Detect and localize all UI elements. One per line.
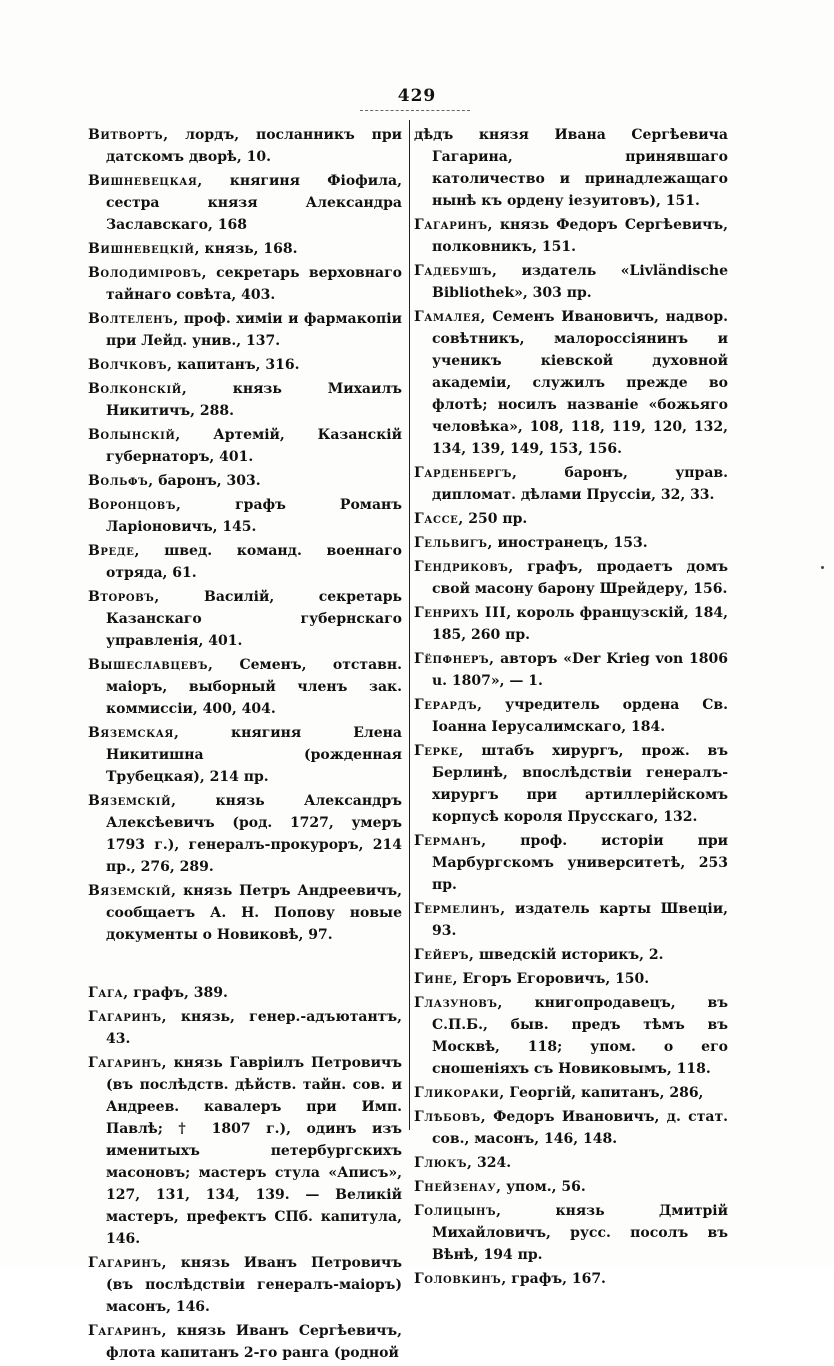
entry-headword: Гендриковъ, [414, 559, 514, 575]
index-entry [414, 556, 728, 600]
index-entry [414, 898, 728, 942]
index-entry [88, 424, 402, 468]
index-entry [88, 124, 402, 168]
entry-headword: Вишневецкій, [88, 241, 201, 257]
right-column [414, 124, 728, 1292]
index-entry [414, 944, 728, 966]
entry-headword: Герке, [414, 743, 465, 759]
entry-headword: Вольфъ, [88, 473, 154, 489]
index-entry [88, 494, 402, 538]
index-entry [414, 992, 728, 1080]
entry-headword: Гассе, [414, 511, 464, 527]
index-entry [414, 1176, 728, 1198]
entry-text: швед. команд. военнаго отряда, 61. [106, 543, 402, 581]
index-entry [414, 694, 728, 738]
index-entry [88, 1320, 402, 1364]
index-entry [88, 982, 402, 1004]
entry-headword: Вреде, [88, 543, 140, 559]
entry-headword: Гагаринъ, [88, 1323, 168, 1339]
entry-headword: Вяземскій, [88, 883, 177, 899]
entry-headword: Волынскій, [88, 427, 181, 443]
entry-text: лордъ, посланникъ при датскомъ дворѣ, 10. [106, 127, 403, 165]
index-entry [414, 532, 728, 554]
entry-text: иностранецъ, 153. [497, 535, 648, 551]
index-entry [414, 306, 728, 460]
entry-text: упом., 56. [506, 1179, 586, 1195]
index-entry [414, 602, 728, 646]
index-entry [88, 470, 402, 492]
index-entry [88, 880, 402, 946]
entry-text: Артемій, Казанскій губернаторъ, 401. [106, 427, 402, 465]
entry-text: княгиня Фіофила, сестра князя Александра Заславскаго, 168 [106, 173, 402, 233]
entry-headword: Гликораки, [414, 1085, 505, 1101]
entry-headword: Гагаринъ, [414, 217, 494, 233]
entry-headword: Гине, [414, 971, 459, 987]
entry-headword: Германъ, [414, 833, 487, 849]
entry-headword: Гамалея, [414, 309, 486, 325]
margin-speck [821, 566, 824, 569]
left-column [88, 124, 402, 1366]
index-entry-continued [414, 124, 728, 212]
entry-headword: Глѣбовъ, [414, 1109, 487, 1125]
index-entry [414, 1152, 728, 1174]
index-entry [414, 508, 728, 530]
index-entry [414, 648, 728, 692]
index-entry [414, 214, 728, 258]
entry-headword: Глюкъ, [414, 1155, 473, 1171]
index-entry [414, 740, 728, 828]
index-entry [414, 1200, 728, 1266]
entry-text: капитанъ, 316. [177, 357, 300, 373]
entry-headword: Гага, [88, 985, 129, 1001]
entry-headword: Гагаринъ, [88, 1009, 168, 1025]
entry-headword: Гадебушъ, [414, 263, 498, 279]
entry-text: князь Иванъ Сергѣевичъ, флота капитанъ 2-го ранга (родной [106, 1323, 402, 1361]
entry-headword: Второвъ, [88, 589, 160, 605]
index-entry [88, 586, 402, 652]
entry-text: издатель «Livländische Bibliothek», 303 пр. [432, 263, 729, 301]
entry-headword: Волтеленъ, [88, 311, 179, 327]
header-rule [360, 110, 470, 111]
entry-text: шведскій историкъ, 2. [478, 947, 664, 963]
index-entry [414, 830, 728, 896]
entry-headword: Гагаринъ, [88, 1055, 168, 1071]
entry-text: штабъ хирургъ, прож. въ Берлинѣ, впослѣдствіи генералъ-хирургъ при артиллерійскомъ корпусѣ короля Прусскаго, 132. [432, 743, 729, 825]
entry-text: проф. исторіи при Марбургскомъ университетѣ, 253 пр. [432, 833, 728, 893]
index-entry [414, 1106, 728, 1150]
index-entry [88, 308, 402, 352]
index-entry [88, 262, 402, 306]
entry-text: баронъ, управ. дипломат. дѣлами Пруссіи, 32, 33. [432, 465, 728, 503]
entry-headword: Голицынъ, [414, 1203, 502, 1219]
entry-headword: Волчковъ, [88, 357, 173, 373]
entry-headword: Гагаринъ, [88, 1255, 168, 1271]
entry-text: книгопродавецъ, въ С.П.Б., быв. предъ тѣмъ въ Москвѣ, 118; упом. о его сношеніяхъ съ Новиковымъ, 118. [432, 995, 728, 1077]
entry-text: король французскій, 184, 185, 260 пр. [432, 605, 728, 643]
entry-text: Семенъ Ивановичъ, надвор. совѣтникъ, малороссіянинъ и ученикъ кіевской духовной академіи, служилъ прежде во флотѣ; носилъ названіе «божьяго человѣка», 108, 118, 119, 120, 132, 134, 139, 149, 153, 156. [432, 309, 728, 457]
index-entry [414, 260, 728, 304]
index-entry [414, 462, 728, 506]
entry-text: учредитель ордена Св. Іоанна Іерусалимскаго, 184. [432, 697, 728, 735]
entry-text: секретарь верховнаго тайнаго совѣта, 403. [106, 265, 402, 303]
index-entry [88, 378, 402, 422]
entry-text: 250 пр. [468, 511, 528, 527]
index-entry [88, 354, 402, 376]
entry-text: Георгій, капитанъ, 286, [509, 1085, 704, 1101]
entry-text: князь Гавріилъ Петровичъ (въ послѣдств. дѣйств. тайн. сов. и Андреев. кавалеръ при Имп. Павлѣ; † 1807 г.), одинъ изъ именитыхъ петербургскихъ масоновъ; мастеръ стула «Аписъ», 127, 131, 134, 139. — Великій мастеръ, префектъ СПб. капитула, 146. [106, 1055, 402, 1247]
entry-headword: Герардъ, [414, 697, 483, 713]
entry-headword: Вишневецкая, [88, 173, 203, 189]
entry-headword: Вяземскій, [88, 793, 177, 809]
entry-text: князь Михаилъ Никитичъ, 288. [106, 381, 402, 419]
entry-headword: Володиміровъ, [88, 265, 208, 281]
index-entry [88, 238, 402, 260]
index-entry [414, 1082, 728, 1104]
entry-headword: Витвортъ, [88, 127, 169, 143]
entry-text: князь, 168. [204, 241, 298, 257]
entry-text: Василій, секретарь Казанскаго губернскаго управленія, 401. [106, 589, 402, 649]
entry-text: проф. химіи и фармакопіи при Лейд. унив., 137. [106, 311, 403, 349]
entry-headword: Генрихъ III, [414, 605, 512, 621]
column-divider [409, 120, 410, 1130]
index-entry [88, 1006, 402, 1050]
entry-text: Федоръ Ивановичъ, д. стат. сов., масонъ, 146, 148. [432, 1109, 728, 1147]
entry-text: дѣдъ князя Ивана Сергѣевича Гагарина, принявшаго католичество и принадлежащаго нынѣ къ ордену іезуитовъ), 151. [414, 127, 728, 209]
index-entry [88, 790, 402, 878]
index-entry [88, 654, 402, 720]
index-entry [88, 722, 402, 788]
entry-headword: Воронцовъ, [88, 497, 182, 513]
entry-headword: Волконскій, [88, 381, 188, 397]
entry-headword: Глазуновъ, [414, 995, 504, 1011]
entry-headword: Гнейзенау, [414, 1179, 502, 1195]
entry-text: князь Александръ Алексѣевичъ (род. 1727, умеръ 1793 г.), генералъ-прокуроръ, 214 пр., 276, 289. [106, 793, 402, 875]
index-entry [88, 1052, 402, 1250]
entry-text: графъ Романъ Ларіоновичъ, 145. [106, 497, 402, 535]
index-entry [414, 1268, 728, 1290]
entry-text: Егоръ Егоровичъ, 150. [462, 971, 650, 987]
entry-text: 324. [476, 1155, 512, 1171]
index-entry [414, 968, 728, 990]
entry-text: князь Дмитрій Михайловичъ, русс. посолъ въ Вѣнѣ, 194 пр. [432, 1203, 729, 1263]
entry-text: князь Иванъ Петровичъ (въ послѣдствіи генералъ-маіоръ) масонъ, 146. [106, 1255, 402, 1315]
entry-text: князь, генер.-адъютантъ, 43. [106, 1009, 403, 1047]
entry-headword: Гермелинъ, [414, 901, 506, 917]
page-number: 429 [397, 86, 437, 106]
entry-headword: Гёпфнеръ, [414, 651, 495, 667]
entry-text: Семенъ, отставн. маіоръ, выборный членъ зак. коммиссіи, 400, 404. [106, 657, 402, 717]
entry-headword: Вяземская, [88, 725, 180, 741]
index-entry [88, 540, 402, 584]
entry-text: княгиня Елена Никитишна (рожденная Трубецкая), 214 пр. [106, 725, 402, 785]
entry-text: издатель карты Швеціи, 93. [432, 901, 728, 939]
entry-headword: Головкинъ, [414, 1271, 507, 1287]
entry-text: баронъ, 303. [158, 473, 261, 489]
entry-text: графъ, 167. [511, 1271, 606, 1287]
entry-headword: Гарденбергъ, [414, 465, 518, 481]
entry-text: князь Федоръ Сергѣевичъ, полковникъ, 151. [432, 217, 729, 255]
entry-text: графъ, продаетъ домъ свой масону барону Шрейдеру, 156. [432, 559, 729, 597]
entry-headword: Гельвигъ, [414, 535, 494, 551]
entry-text: авторъ «Der Krieg von 1806 u. 1807», — 1. [432, 651, 729, 689]
entry-text: графъ, 389. [133, 985, 228, 1001]
entry-headword: Вышеславцевъ, [88, 657, 214, 673]
index-entry [88, 1252, 402, 1318]
entry-headword: Гейеръ, [414, 947, 475, 963]
index-entry [88, 170, 402, 236]
entry-text: князь Петръ Андреевичъ, сообщаетъ А. Н. Попову новые документы о Новиковѣ, 97. [106, 883, 402, 943]
